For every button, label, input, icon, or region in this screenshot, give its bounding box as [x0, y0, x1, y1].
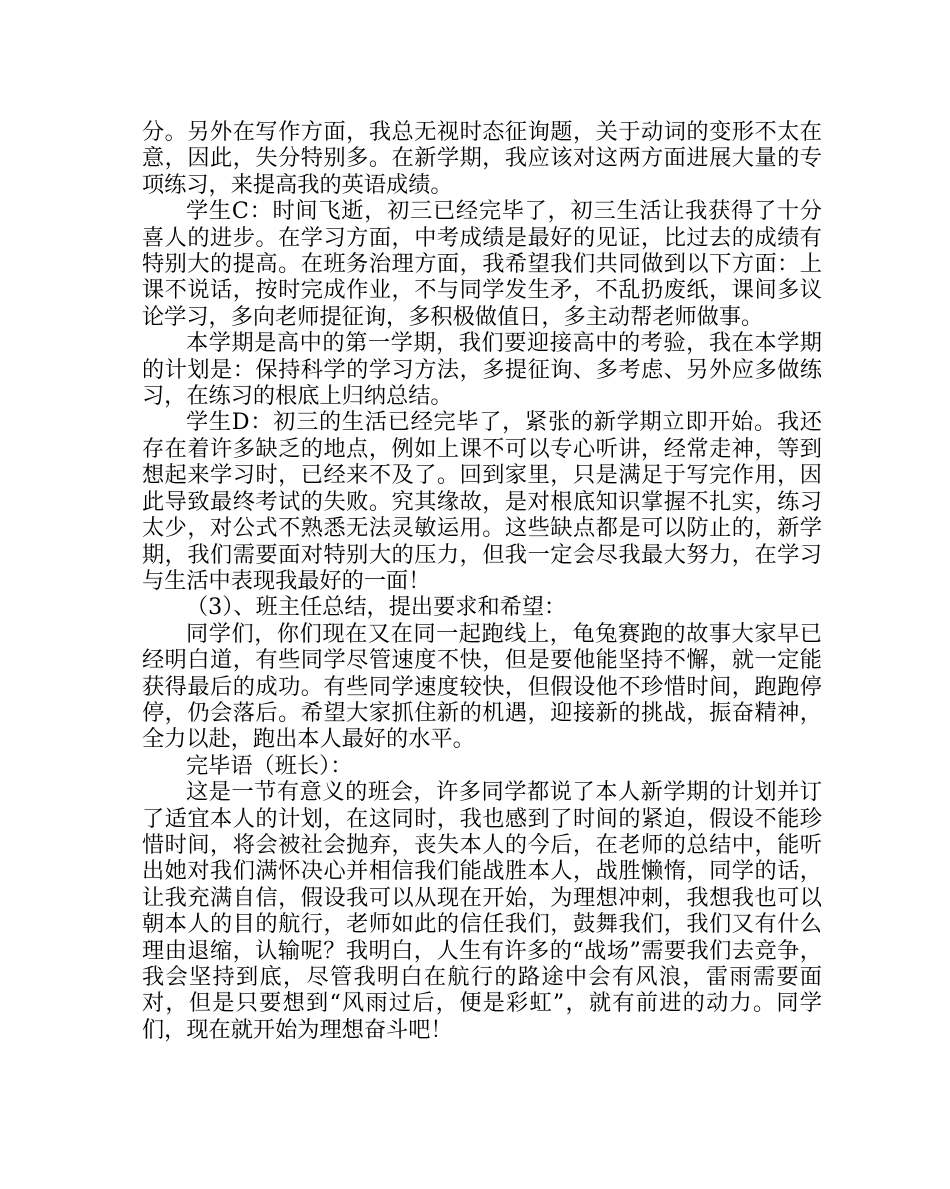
- paragraph-semester-plan: 本学期是高中的第一学期，我们要迎接高中的考验，我在本学期的计划是：保持科学的学习方法，多提征询、多考虑、另外应多做练习，在练习的根底上归纳总结。: [142, 330, 822, 410]
- paragraph-closing-remarks: 这是一节有意义的班会，许多同学都说了本人新学期的计划并订了适宜本人的计划，在这同时，我也感到了时间的紧迫，假设不能珍惜时间，将会被社会抛弃，丧失本人的今后，在老师的总结中，能听出她对我们满怀决心并相信我们能战胜本人，战胜懒惰，同学的话，让我充满自信，假设我可以从现在开始，为理想冲刺，我想我也可以朝本人的目的航行，老师如此的信任我们，鼓舞我们，我们又有什么理由退缩，认输呢？我明白，人生有许多的“战场”需要我们去竞争，我会坚持到底，尽管我明白在航行的路途中会有风浪，雷雨需要面对，但是只要想到“风雨过后，便是彩虹”，就有前进的动力。同学们，现在就开始为理想奋斗吧！: [142, 779, 822, 1043]
- paragraph-student-c: 学生C：时间飞逝，初三已经完毕了，初三生活让我获得了十分喜人的进步。在学习方面，中考成绩是最好的见证，比过去的成绩有特别大的提高。在班务治理方面，我希望我们共同做到以下方面：上课不说话，按时完成作业，不与同学发生矛，不乱扔废纸，课间多议论学习，多向老师提征询，多积极做值日，多主动帮老师做事。: [142, 198, 822, 330]
- paragraph-teacher-summary: 同学们，你们现在又在同一起跑线上，龟兔赛跑的故事大家早已经明白道，有些同学尽管速度不快，但是要他能坚持不懈，就一定能获得最后的成功。有些同学速度较快，但假设他不珍惜时间，跑跑停停，仍会落后。希望大家抓住新的机遇，迎接新的挑战，振奋精神，全力以赴，跑出本人最好的水平。: [142, 620, 822, 753]
- document-body: [142, 119, 822, 1043]
- paragraph-student-d: 学生D：初三的生活已经完毕了，紧张的新学期立即开始。我还存在着许多缺乏的地点，例如上课不可以专心听讲，经常走神，等到想起来学习时，已经来不及了。回到家里，只是满足于写完作用，因此导致最终考试的失败。究其缘故，是对根底知识掌握不扎实，练习太少，对公式不熟悉无法灵敏运用。这些缺点都是可以防止的，新学期，我们需要面对特别大的压力，但我一定会尽我最大努力，在学习与生活中表现我最好的一面！: [142, 409, 822, 594]
- paragraph-continued-english-study: 分。另外在写作方面，我总无视时态征询题，关于动词的变形不太在意，因此，失分特别多。在新学期，我应该对这两方面进展大量的专项练习，来提高我的英语成绩。: [142, 119, 822, 198]
- section-heading-closing-remarks: 完毕语（班长）：: [186, 752, 353, 779]
- section-heading-teacher-summary: （3）、班主任总结，提出要求和希望：: [186, 594, 567, 621]
